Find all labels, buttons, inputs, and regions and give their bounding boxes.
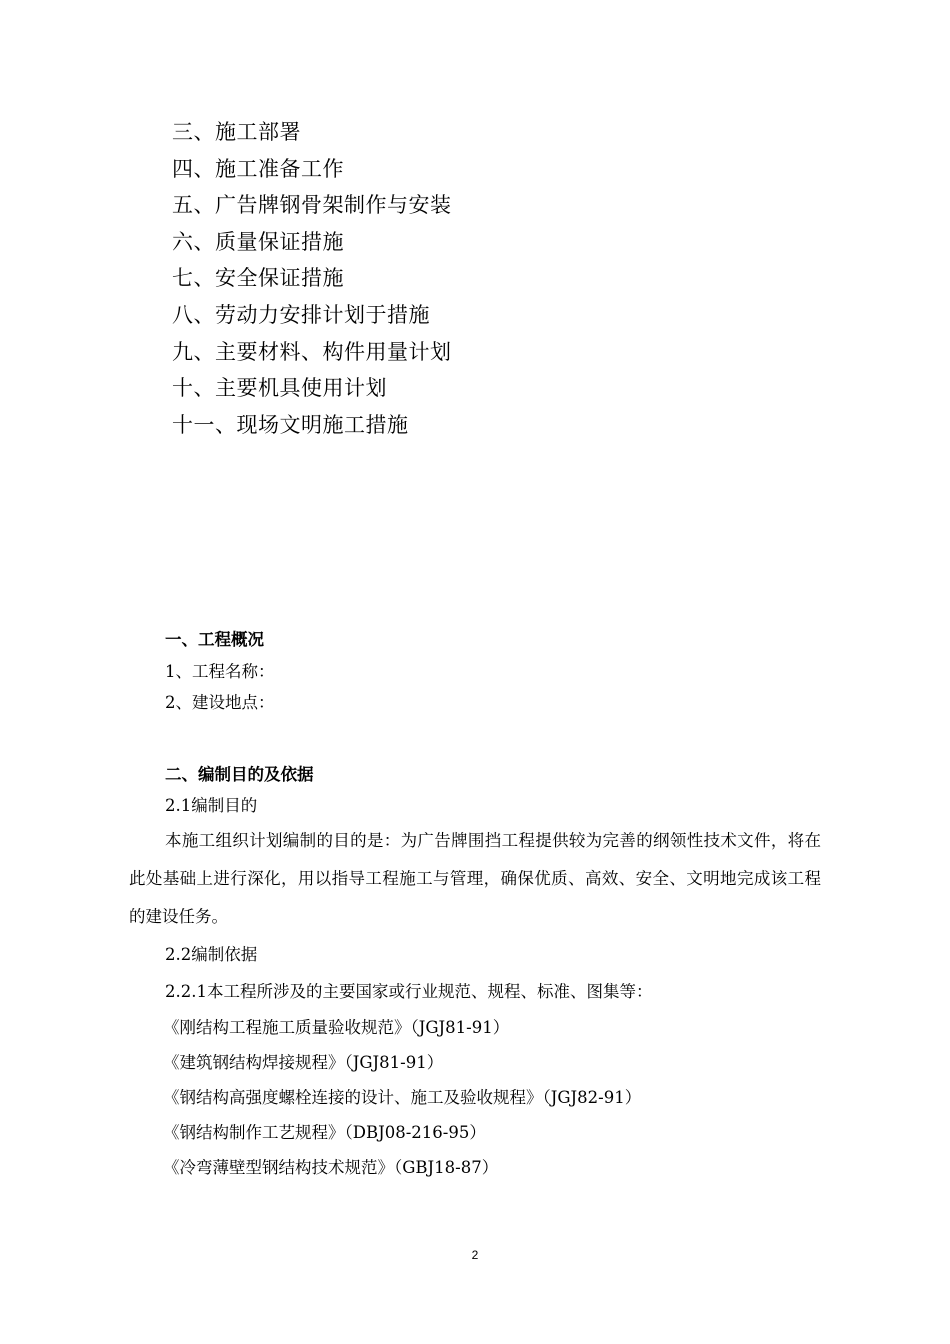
- toc-item: 七、安全保证措施: [172, 266, 344, 291]
- document-body: [129, 624, 829, 1185]
- toc-item: 十、主要机具使用计划: [172, 376, 387, 401]
- toc-item: 五、广告牌钢骨架制作与安装: [172, 193, 452, 218]
- toc-item: 九、主要材料、构件用量计划: [172, 339, 452, 364]
- subsection-title-purpose: 2.1编制目的: [165, 796, 258, 815]
- reference-item: 《刚结构工程施工质量验收规范》（JGJ81-91）: [163, 1017, 510, 1037]
- reference-item: 《钢结构制作工艺规程》（DBJ08-216-95）: [163, 1122, 486, 1142]
- subsection-title-standards: 2.2.1本工程所涉及的主要国家或行业规范、规程、标准、图集等：: [165, 981, 653, 1001]
- purpose-paragraph: 本施工组织计划编制的目的是：为广告牌围挡工程提供较为完善的纲领性技术文件，将在此处基础上进行深化，用以指导工程施工与管理，确保优质、高效、安全、文明地完成该工程的建设任务。: [129, 830, 821, 926]
- section-heading-project-overview: 一、工程概况: [165, 630, 264, 649]
- toc-item: 四、施工准备工作: [172, 156, 344, 181]
- table-of-contents: [172, 114, 772, 443]
- toc-item: 三、施工部署: [172, 120, 301, 144]
- reference-item: 《钢结构高强度螺栓连接的设计、施工及验收规程》（JGJ82-91）: [163, 1087, 642, 1107]
- section-spacer: [129, 719, 829, 759]
- toc-item: 六、质量保证措施: [172, 229, 344, 254]
- reference-item: 《冷弯薄壁型钢结构技术规范》（GBJ18-87）: [163, 1157, 499, 1177]
- section-heading-purpose-basis: 二、编制目的及依据: [165, 764, 314, 784]
- project-name-label: 1、工程名称：: [165, 661, 275, 681]
- construction-site-label: 2、建设地点：: [165, 693, 275, 712]
- toc-item: 八、劳动力安排计划于措施: [172, 302, 430, 327]
- subsection-title-basis: 2.2编制依据: [165, 944, 258, 964]
- page-number: 2: [471, 1248, 479, 1262]
- reference-item: 《建筑钢结构焊接规程》（JGJ81-91）: [163, 1052, 444, 1072]
- toc-item: 十一、现场文明施工措施: [172, 412, 409, 437]
